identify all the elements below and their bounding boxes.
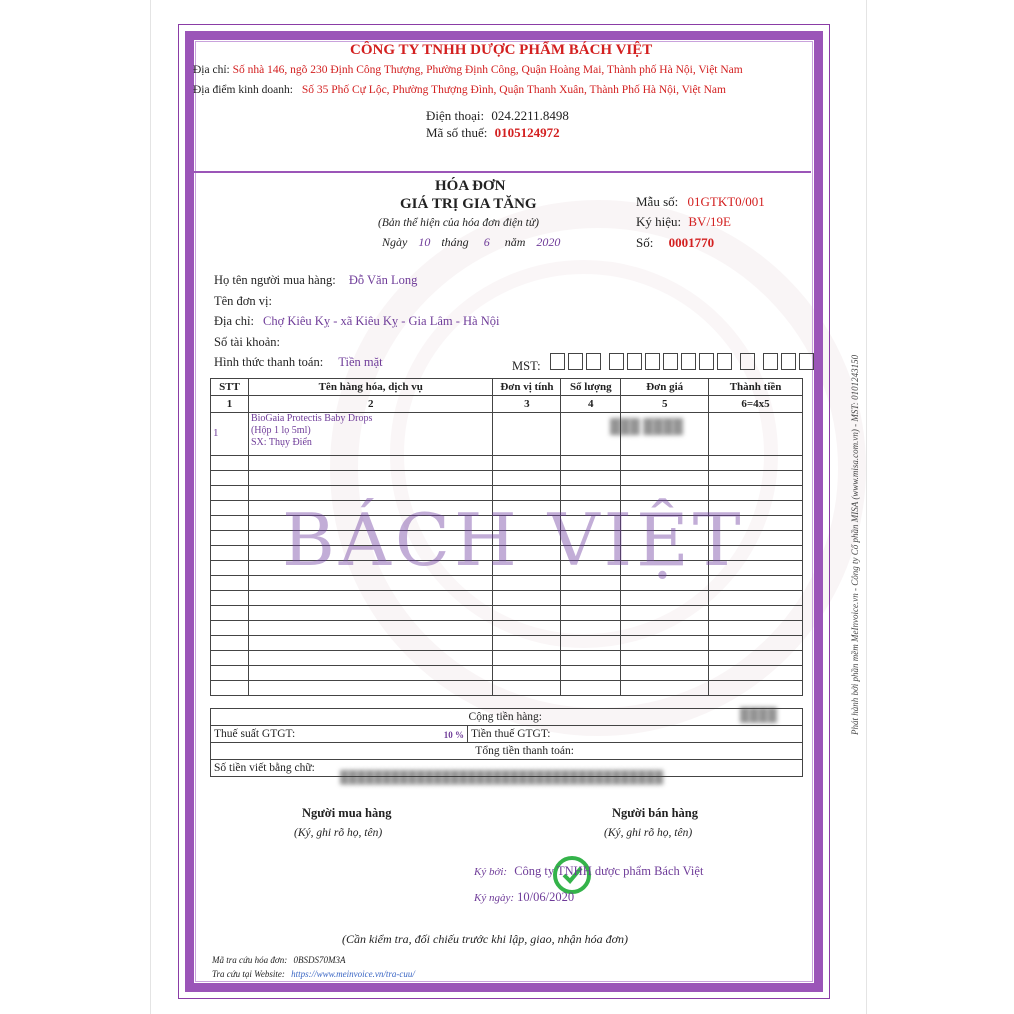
buyer-address-row <box>214 314 499 329</box>
index-cell: 2 <box>248 396 492 413</box>
table-row <box>211 413 803 456</box>
year-label: năm <box>504 235 526 249</box>
table-cell <box>621 621 709 636</box>
index-cell: 1 <box>211 396 249 413</box>
table-cell <box>211 531 249 546</box>
subtotal-redacted: ████ <box>740 707 777 722</box>
subtotal-row <box>211 709 803 726</box>
table-cell <box>248 606 492 621</box>
address-label: Địa chỉ: <box>193 64 230 76</box>
table-cell <box>621 591 709 606</box>
table-cell <box>709 591 803 606</box>
mst-box <box>740 353 755 370</box>
table-row <box>211 651 803 666</box>
table-cell <box>561 621 621 636</box>
index-cell: 5 <box>621 396 709 413</box>
table-cell <box>211 546 249 561</box>
table-cell <box>211 651 249 666</box>
table-cell <box>211 621 249 636</box>
mst-box <box>627 353 642 370</box>
lookup-site-row <box>212 969 415 979</box>
table-row <box>211 621 803 636</box>
header-unit: Đơn vị tính <box>493 379 561 396</box>
vat-rate: 10 % <box>443 730 464 740</box>
mst-box <box>699 353 714 370</box>
table-cell <box>709 666 803 681</box>
table-cell <box>211 681 249 696</box>
table-cell <box>621 456 709 471</box>
month-label: tháng <box>441 235 469 249</box>
invoice-date <box>382 235 560 250</box>
total-row <box>211 743 803 760</box>
subtotal-label: Cộng tiền hàng: <box>211 709 803 726</box>
phone-label: Điện thoại: <box>426 108 485 123</box>
vat-amount-label: Tiền thuế GTGT: <box>468 726 803 743</box>
header-name: Tên hàng hóa, dịch vụ <box>248 379 492 396</box>
mst-box <box>550 353 565 370</box>
footer-note: (Cần kiểm tra, đối chiếu trước khi lập, giao, nhận hóa đơn) <box>342 932 628 946</box>
buyer-address-label: Địa chỉ: <box>214 314 254 328</box>
table-row <box>211 591 803 606</box>
mst-label: MST: <box>512 359 541 373</box>
header-separator <box>193 171 811 173</box>
mst-box <box>799 353 814 370</box>
header-stt: STT <box>211 379 249 396</box>
table-cell <box>493 456 561 471</box>
table-cell <box>561 651 621 666</box>
table-cell <box>211 591 249 606</box>
tax-code: 0105124972 <box>494 125 560 140</box>
day-label: Ngày <box>382 235 408 249</box>
table-cell <box>211 456 249 471</box>
header-price: Đơn giá <box>621 379 709 396</box>
watermark-text: BÁCH VIỆT <box>282 498 745 582</box>
vat-rate-cell <box>211 726 468 743</box>
symbol-label: Ký hiệu: <box>636 214 682 229</box>
table-cell <box>709 471 803 486</box>
table-row <box>211 606 803 621</box>
table-cell <box>621 636 709 651</box>
table-cell <box>248 591 492 606</box>
table-cell <box>709 621 803 636</box>
index-cell: 6=4x5 <box>709 396 803 413</box>
lookup-code-label: Mã tra cứu hóa đơn: <box>212 955 288 965</box>
number-label: Số: <box>636 235 654 250</box>
table-cell <box>561 591 621 606</box>
mst-box <box>781 353 796 370</box>
business-address-row <box>193 84 726 96</box>
header-qty: Số lượng <box>561 379 621 396</box>
account-label: Số tài khoản: <box>214 335 280 349</box>
table-cell <box>709 606 803 621</box>
table-cell <box>709 636 803 651</box>
table-cell <box>493 666 561 681</box>
form-label: Mẫu số: <box>636 194 679 209</box>
in-words-label: Số tiền viết bằng chữ: <box>211 760 803 777</box>
company-address-row <box>193 64 743 76</box>
table-cell <box>493 681 561 696</box>
signed-date-row <box>474 890 574 905</box>
table-cell <box>211 636 249 651</box>
table-cell <box>561 606 621 621</box>
mst-box <box>586 353 601 370</box>
table-cell <box>561 636 621 651</box>
table-cell <box>493 636 561 651</box>
seller-sign-note: (Ký, ghi rõ họ, tên) <box>604 827 693 839</box>
table-cell <box>621 471 709 486</box>
payment-row <box>214 355 383 370</box>
table-cell <box>621 651 709 666</box>
table-cell <box>248 471 492 486</box>
number-value: 0001770 <box>668 235 715 250</box>
table-cell <box>248 681 492 696</box>
mst-box <box>763 353 778 370</box>
table-cell <box>493 606 561 621</box>
number-row <box>636 235 714 251</box>
index-cell: 4 <box>561 396 621 413</box>
table-cell <box>211 516 249 531</box>
table-cell <box>561 456 621 471</box>
table-cell <box>248 456 492 471</box>
mst-box <box>568 353 583 370</box>
buyer-unit-label: Tên đơn vị: <box>214 294 272 308</box>
table-cell <box>211 471 249 486</box>
item-name: BioGaia Protectis Baby Drops <box>250 413 373 424</box>
table-cell <box>211 501 249 516</box>
lookup-site-label: Tra cứu tại Website: <box>212 969 285 979</box>
lookup-site-link[interactable]: https://www.meinvoice.vn/tra-cuu/ <box>291 969 415 979</box>
item-origin: SX: Thụy Điển <box>250 437 312 448</box>
vat-rate-label: Thuế suất GTGT: <box>214 728 296 740</box>
index-cell: 3 <box>493 396 561 413</box>
table-cell <box>248 651 492 666</box>
table-cell <box>561 471 621 486</box>
buyer-name: Đỗ Văn Long <box>348 273 418 287</box>
buyer-name-label: Họ tên người mua hàng: <box>214 273 336 287</box>
header-amount: Thành tiền <box>709 379 803 396</box>
signed-by-label: Ký bởi: <box>474 866 508 878</box>
table-row <box>211 636 803 651</box>
tax-label: Mã số thuế: <box>426 125 488 140</box>
table-cell <box>621 666 709 681</box>
item-unit <box>493 413 561 456</box>
buyer-sign-note: (Ký, ghi rõ họ, tên) <box>294 827 383 839</box>
table-cell <box>493 651 561 666</box>
lookup-code: 0BSDS70M3A <box>293 955 346 965</box>
payment-label: Hình thức thanh toán: <box>214 355 324 369</box>
signed-by: Công ty TNHH dược phẩm Bách Việt <box>514 864 704 878</box>
table-cell <box>248 666 492 681</box>
business-address: Số 35 Phố Cự Lộc, Phường Thượng Đình, Quận Thanh Xuân, Thành Phố Hà Nội, Việt Nam <box>301 84 726 96</box>
table-cell <box>709 456 803 471</box>
signed-date-label: Ký ngày: <box>474 892 515 904</box>
payment-value: Tiền mặt <box>338 355 383 369</box>
year-value: 2020 <box>536 235 561 249</box>
signed-date: 10/06/2020 <box>517 890 575 904</box>
seller-sign-title: Người bán hàng <box>612 806 698 820</box>
mst-box <box>681 353 696 370</box>
table-cell <box>493 621 561 636</box>
table-cell <box>561 681 621 696</box>
table-cell <box>493 591 561 606</box>
tax-row <box>426 125 560 141</box>
business-label: Địa điểm kinh doanh: <box>193 84 293 96</box>
buyer-address: Chợ Kiêu Kỵ - xã Kiêu Kỵ - Gia Lâm - Hà Nội <box>263 314 500 328</box>
table-row <box>211 456 803 471</box>
symbol-row <box>636 214 731 230</box>
table-cell <box>248 636 492 651</box>
table-cell <box>709 681 803 696</box>
table-cell <box>248 621 492 636</box>
buyer-name-row <box>214 273 417 288</box>
table-cell <box>621 606 709 621</box>
table-cell <box>709 651 803 666</box>
table-row <box>211 666 803 681</box>
invoice-subtitle: (Bản thể hiện của hóa đơn điện tử) <box>378 217 539 229</box>
signed-by-row <box>474 864 703 879</box>
item-amount <box>709 413 803 456</box>
mst-box <box>663 353 678 370</box>
table-index-row <box>211 396 803 413</box>
table-cell <box>211 606 249 621</box>
vat-row <box>211 726 803 743</box>
item-name-cell <box>248 413 492 456</box>
table-cell <box>621 681 709 696</box>
invoice-title-2: GIÁ TRỊ GIA TĂNG <box>400 196 537 212</box>
total-label: Tổng tiền thanh toán: <box>211 743 803 760</box>
table-cell <box>561 666 621 681</box>
amount-redacted: ███ ████ <box>610 420 683 435</box>
table-cell <box>211 486 249 501</box>
phone-value: 024.2211.8498 <box>491 108 569 123</box>
phone-row <box>426 108 569 124</box>
day-value: 10 <box>418 235 431 249</box>
month-value: 6 <box>483 235 490 249</box>
form-value: 01GTKT0/001 <box>687 194 765 209</box>
form-row <box>636 194 765 210</box>
invoice-title: HÓA ĐƠN <box>435 178 506 194</box>
table-row <box>211 681 803 696</box>
mst-row <box>512 353 814 374</box>
item-pack: (Hộp 1 lọ 5ml) <box>250 425 311 436</box>
lookup-code-row <box>212 955 345 965</box>
totals-table <box>210 708 803 777</box>
company-address: Số nhà 146, ngõ 230 Định Công Thượng, Phường Định Công, Quận Hoàng Mai, Thành phố Hà Nội, Việt Nam <box>232 64 743 76</box>
item-stt: 1 <box>211 413 249 456</box>
side-publisher-text: Phát hành bởi phần mềm MeInvoice.vn - Công ty Cổ phần MISA (www.misa.com.vn) - MST: 0101243150 <box>850 354 860 735</box>
mst-box <box>717 353 732 370</box>
table-cell <box>211 561 249 576</box>
table-cell <box>211 666 249 681</box>
table-cell <box>493 471 561 486</box>
in-words-redacted: ██████████████████████████████████████ <box>340 770 664 784</box>
mst-box <box>609 353 624 370</box>
table-header-row <box>211 379 803 396</box>
buyer-sign-title: Người mua hàng <box>302 806 392 820</box>
table-cell <box>211 576 249 591</box>
table-row <box>211 471 803 486</box>
mst-box <box>645 353 660 370</box>
symbol-value: BV/19E <box>688 214 732 229</box>
company-name: CÔNG TY TNHH DƯỢC PHẨM BÁCH VIỆT <box>350 42 653 58</box>
